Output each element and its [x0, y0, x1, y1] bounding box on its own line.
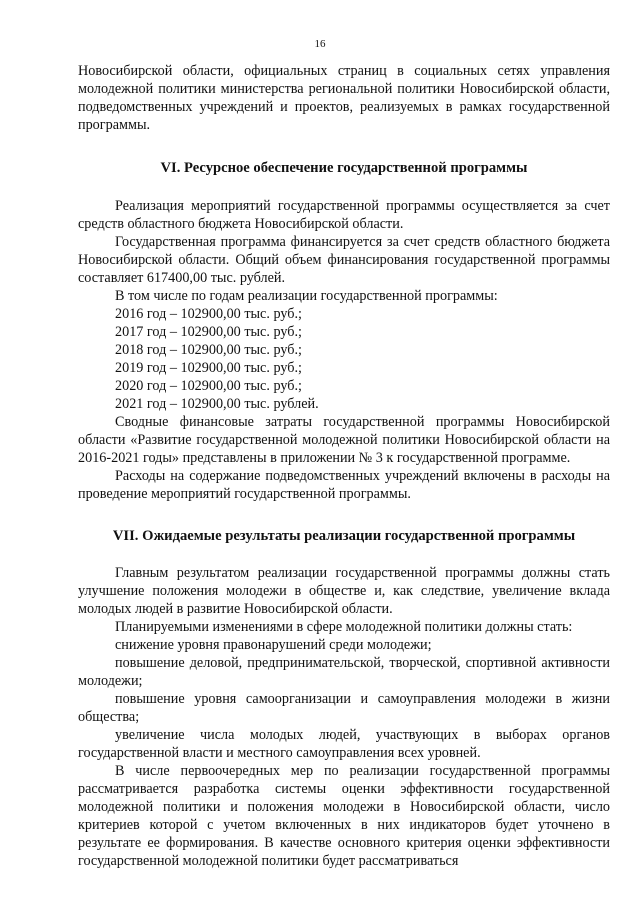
year-funding-item: 2021 год – 102900,00 тыс. рублей. [115, 396, 319, 412]
year-funding-item: 2019 год – 102900,00 тыс. руб.; [115, 360, 302, 376]
document-body [78, 62, 610, 870]
section-7-body [78, 564, 610, 870]
expected-result-item: увеличение числа молодых людей, участвующих в выборах органов государственной власти и местного самоуправления всех уровней. [78, 727, 610, 761]
page-number: 16 [314, 38, 326, 50]
section-6-body [78, 197, 610, 503]
year-funding-item: 2020 год – 102900,00 тыс. руб.; [115, 378, 302, 394]
section-6-heading: VI. Ресурсное обеспечение государственной программы [160, 160, 528, 176]
section-7-heading: VII. Ожидаемые результаты реализации государственной программы [112, 528, 576, 544]
intro-paragraph: Новосибирской области, официальных страниц в социальных сетях управления молодежной политики министерства региональной политики Новосибирской области, подведомственных учреждений и проектов, реализуемых в рамках государственной программы. [78, 63, 610, 133]
year-funding-item: 2017 год – 102900,00 тыс. руб.; [115, 324, 302, 340]
section-7-paragraph-1: Главным результатом реализации государственной программы должны стать улучшение положения молодежи в обществе и, как следствие, увеличение вклада молодых людей в развитие Новосибирской области. [78, 565, 610, 617]
section-7-paragraph-2: Планируемыми изменениями в сфере молодежной политики должны стать: [115, 619, 573, 635]
section-6-paragraph-1: Реализация мероприятий государственной программы осуществляется за счет средств областного бюджета Новосибирской области. [78, 198, 610, 232]
expected-result-item: повышение уровня самоорганизации и самоуправления молодежи в жизни общества; [78, 691, 610, 725]
section-7-paragraph-3: В числе первоочередных мер по реализации государственной программы рассматривается разработка системы оценки эффективности государственной молодежной политики и положения молодежи в Новосибирской области, число критериев которой с учетом включенных в них индикаторов будет уточнено в результате ее формирования. В качестве основного критерия оценки эффективности государственной молодежной политики будет рассматриваться [78, 763, 610, 869]
year-funding-item: 2018 год – 102900,00 тыс. руб.; [115, 342, 302, 358]
expected-result-item: повышение деловой, предпринимательской, творческой, спортивной активности молодежи; [78, 655, 610, 689]
expected-result-item: снижение уровня правонарушений среди молодежи; [115, 637, 432, 653]
section-6-paragraph-2: Государственная программа финансируется за счет средств областного бюджета Новосибирской области. Общий объем финансирования государственной программы составляет 617400,00 тыс. рублей. [78, 234, 610, 286]
section-6-paragraph-5: Расходы на содержание подведомственных учреждений включены в расходы на проведение мероприятий государственной программы. [78, 468, 610, 502]
section-6-paragraph-3: В том числе по годам реализации государственной программы: [115, 288, 498, 304]
year-funding-item: 2016 год – 102900,00 тыс. руб.; [115, 306, 302, 322]
section-6-paragraph-4: Сводные финансовые затраты государственной программы Новосибирской области «Развитие государственной молодежной политики Новосибирской области на 2016-2021 годы» представлены в приложении № 3 к государственной программе. [78, 414, 610, 466]
